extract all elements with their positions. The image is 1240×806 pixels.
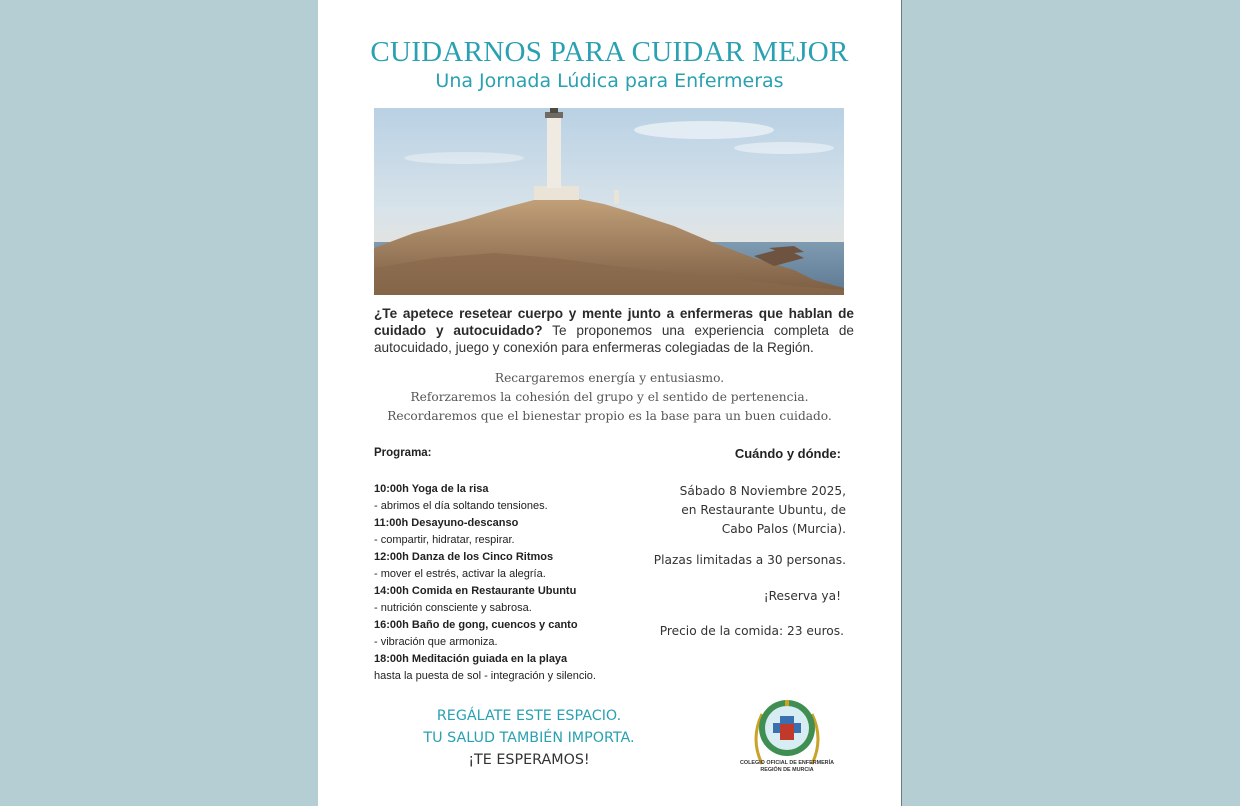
plazas-text: Plazas limitadas a 30 personas. — [653, 553, 846, 567]
cta-line-3: ¡TE ESPERAMOS! — [468, 752, 590, 768]
call-to-action — [404, 705, 654, 771]
tagline-3: Recordaremos que el bienestar propio es la base para un buen cuidado. — [387, 409, 832, 423]
programa-item-title: 18:00h Meditación guiada en la playa — [374, 653, 568, 665]
programa-item-desc: - vibración que armoniza. — [374, 636, 498, 648]
programa-heading: Programa: — [374, 447, 432, 459]
date-line-1: Sábado 8 Noviembre 2025, — [679, 484, 846, 498]
taglines — [318, 369, 901, 426]
tagline-1: Recargaremos energía y entusiasmo. — [494, 371, 725, 385]
page-subtitle: Una Jornada Lúdica para Enfermeras — [435, 70, 784, 92]
programa-item-title: 16:00h Baño de gong, cuencos y canto — [374, 619, 578, 631]
page-title: CUIDARNOS PARA CUIDAR MEJOR — [370, 36, 849, 68]
programa-item-title: 10:00h Yoga de la risa — [374, 483, 489, 495]
precio-text: Precio de la comida: 23 euros. — [659, 624, 844, 638]
cuando-heading: Cuándo y dónde: — [734, 446, 841, 461]
programa-item-desc: - mover el estrés, activar la alegría. — [374, 568, 546, 580]
programa-item-desc: - abrimos el día soltando tensiones. — [374, 500, 548, 512]
tagline-2: Reforzaremos la cohesión del grupo y el sentido de pertenencia. — [410, 390, 809, 404]
logo-line-2: REGIÓN DE MURCIA — [760, 767, 814, 773]
programa-item-title: 12:00h Danza de los Cinco Ritmos — [374, 551, 554, 563]
flyer-page — [318, 0, 902, 806]
event-date-location — [680, 482, 846, 539]
intro-paragraph — [374, 305, 854, 356]
programa-item-desc: - nutrición consciente y sabrosa. — [374, 602, 532, 614]
programa-list — [374, 481, 634, 685]
cta-line-1: REGÁLATE ESTE ESPACIO. — [436, 708, 622, 724]
colegio-logo-text — [716, 760, 858, 774]
intro-text: Te proponemos una experiencia completa de autocuidado, juego y conexión para enfermeras colegiadas de la Región. — [374, 323, 854, 355]
lighthouse-photo — [374, 108, 844, 295]
date-line-2: en Restaurante Ubuntu, de — [681, 503, 846, 517]
programa-item-title: 11:00h Desayuno-descanso — [374, 517, 519, 529]
reserva-text: ¡Reserva ya! — [763, 589, 841, 603]
cta-line-2: TU SALUD TAMBIÉN IMPORTA. — [423, 730, 635, 746]
programa-item-desc: - compartir, hidratar, respirar. — [374, 534, 515, 546]
programa-item-title: 14:00h Comida en Restaurante Ubuntu — [374, 585, 577, 597]
logo-line-1: COLEGIO OFICIAL DE ENFERMERÍA — [740, 760, 834, 766]
date-line-3: Cabo Palos (Murcia). — [721, 522, 846, 536]
programa-item-desc: hasta la puesta de sol - integración y silencio. — [374, 670, 596, 682]
intro-question: ¿Te apetece resetear cuerpo y mente junto a enfermeras que hablan de cuidado y autocuidado? — [374, 306, 854, 338]
